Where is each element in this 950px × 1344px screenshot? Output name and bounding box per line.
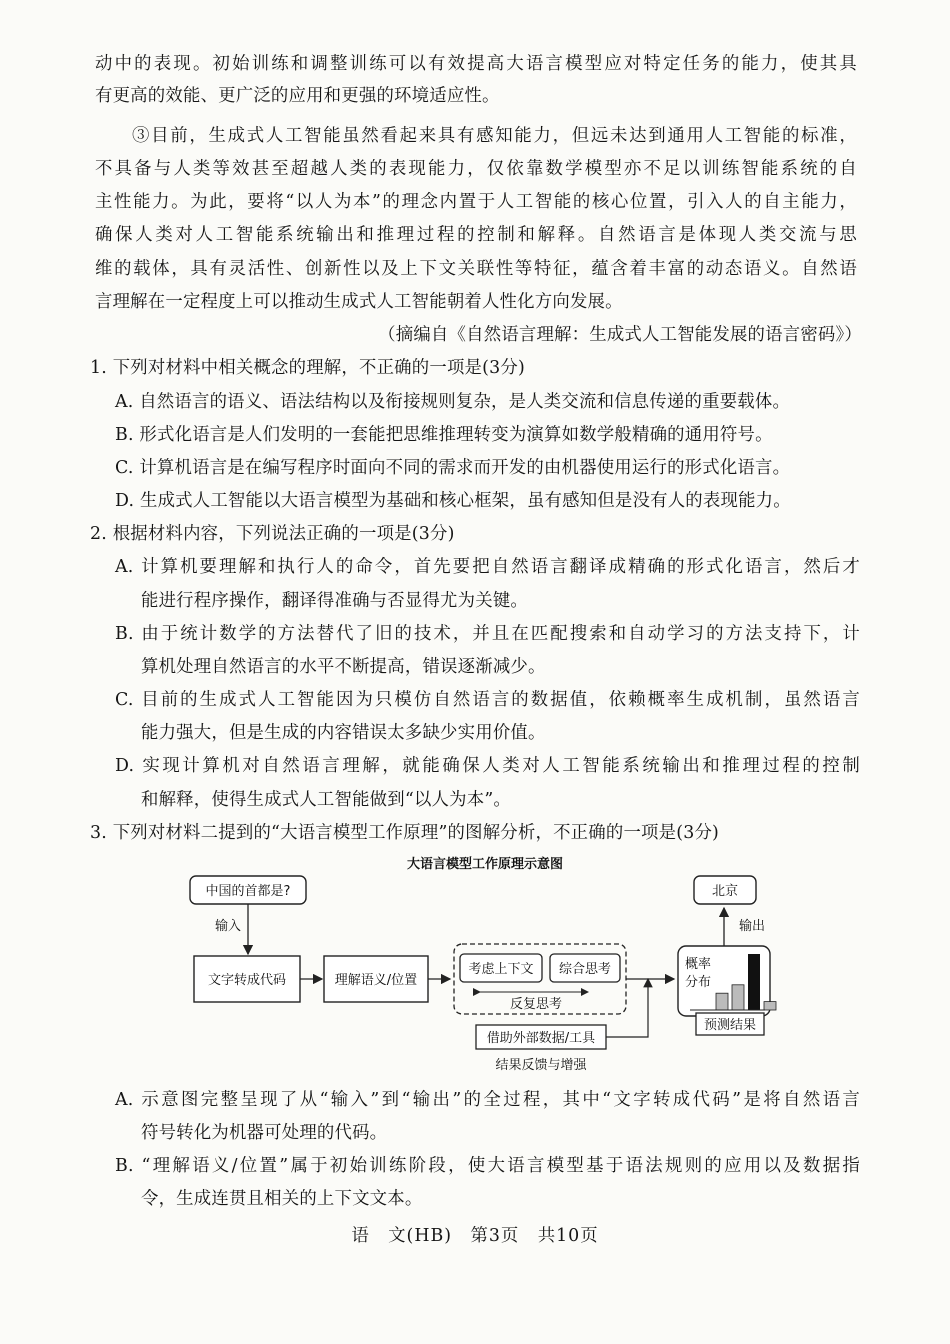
option-2d-cont: 和解释，使得生成式人工智能做到“以人为本”。: [141, 790, 511, 810]
option-3a: A. 示意图完整呈现了从“输入”到“输出”的全过程，其中“文字转成代码”是将自然语言: [115, 1090, 860, 1110]
understand-box-label: 理解语义/位置: [334, 973, 418, 988]
option-3b-cont: 令，生成连贯且相关的上下文文本。: [141, 1189, 423, 1209]
diagram-title: 大语言模型工作原理示意图: [406, 857, 564, 872]
option-2c: C. 目前的生成式人工智能因为只模仿自然语言的数据值，依赖概率生成机制，虽然语言: [115, 690, 860, 710]
prob-label-1: 概率: [684, 957, 712, 972]
feedback-label: 结果反馈与增强: [495, 1058, 587, 1073]
probability-bar: [748, 954, 760, 1010]
question-stem: 3. 下列对材料二提到的“大语言模型工作原理”的图解分析，不正确的一项是(3分): [90, 823, 720, 843]
option-3a-cont: 符号转化为机器可处理的代码。: [141, 1123, 388, 1143]
input-label: 输入: [214, 919, 242, 934]
option-1c: C. 计算机语言是在编写程序时面向不同的需求而开发的由机器使用运行的形式化语言。: [115, 458, 791, 478]
answer-box-label: 北京: [711, 884, 739, 899]
source-citation: （摘编自《自然语言理解：生成式人工智能发展的语言密码》）: [378, 325, 862, 345]
passage-line: 动中的表现。初始训练和调整训练可以有效提高大语言模型应对特定任务的能力，使其具: [95, 54, 857, 74]
option-2b-cont: 算机处理自然语言的水平不断提高，错误逐渐减少。: [141, 657, 546, 677]
llm-workflow-diagram: [180, 850, 820, 1080]
probability-bar: [732, 985, 744, 1010]
passage-line: 不具备与人类等效甚至超越人类的表现能力，仅依靠数学模型亦不足以训练智能系统的自: [95, 159, 857, 179]
option-2d: D. 实现计算机对自然语言理解，就能确保人类对人工智能系统输出和推理过程的控制: [115, 756, 860, 776]
context-box-label: 考虑上下文: [468, 962, 534, 977]
prob-label-2: 分布: [684, 975, 712, 990]
question-stem: 1. 下列对材料中相关概念的理解，不正确的一项是(3分): [90, 358, 525, 378]
page-footer: 语 文(HB) 第3页 共10页: [351, 1226, 599, 1246]
loop-label: 反复思考: [509, 997, 563, 1012]
passage-line: 主性能力。为此，要将“以人为本”的理念内置于人工智能的核心位置，引入人的自主能力，: [95, 192, 857, 212]
passage-line: 言理解在一定程度上可以推动生成式人工智能朝着人性化方向发展。: [95, 292, 623, 312]
encode-box-label: 文字转成代码: [207, 973, 287, 988]
probability-bar: [716, 993, 728, 1010]
predict-box-label: 预测结果: [703, 1018, 757, 1033]
option-3b: B. “理解语义/位置”属于初始训练阶段，使大语言模型基于语法规则的应用以及数据指: [115, 1156, 860, 1176]
option-1a: A. 自然语言的语义、语法结构以及衔接规则复杂，是人类交流和信息传递的重要载体。: [115, 392, 791, 412]
option-2b: B. 由于统计数学的方法替代了旧的技术，并且在匹配搜索和自动学习的方法支持下，计: [115, 624, 860, 644]
passage-line: 确保人类对人工智能系统输出和推理过程的控制和解释。自然语言是体现人类交流与思: [95, 225, 857, 245]
passage-line: 有更高的效能、更广泛的应用和更强的环境适应性。: [95, 86, 500, 106]
option-2a-cont: 能进行程序操作，翻译得准确与否显得尤为关键。: [141, 591, 528, 611]
option-2a: A. 计算机要理解和执行人的命令，首先要把自然语言翻译成精确的形式化语言，然后才: [115, 557, 860, 577]
option-1d: D. 生成式人工智能以大语言模型为基础和核心框架，虽有感知但是没有人的表现能力。: [115, 491, 791, 511]
passage-line: ③目前，生成式人工智能虽然看起来具有感知能力，但远未达到通用人工智能的标准，: [132, 126, 857, 146]
option-1b: B. 形式化语言是人们发明的一套能把思维推理转变为演算如数学般精确的通用符号。: [115, 425, 773, 445]
external-box-label: 借助外部数据/工具: [486, 1031, 596, 1046]
probability-bar: [764, 1002, 776, 1010]
think-box-label: 综合思考: [558, 962, 612, 977]
passage-line: 维的载体，具有灵活性、创新性以及上下文关联性等特征，蕴含着丰富的动态语义。自然语: [95, 259, 857, 279]
question-box-label: 中国的首都是?: [205, 884, 291, 899]
option-2c-cont: 能力强大，但是生成的内容错误太多缺少实用价值。: [141, 723, 546, 743]
question-stem: 2. 根据材料内容，下列说法正确的一项是(3分): [90, 524, 455, 544]
output-label: 输出: [738, 919, 766, 934]
